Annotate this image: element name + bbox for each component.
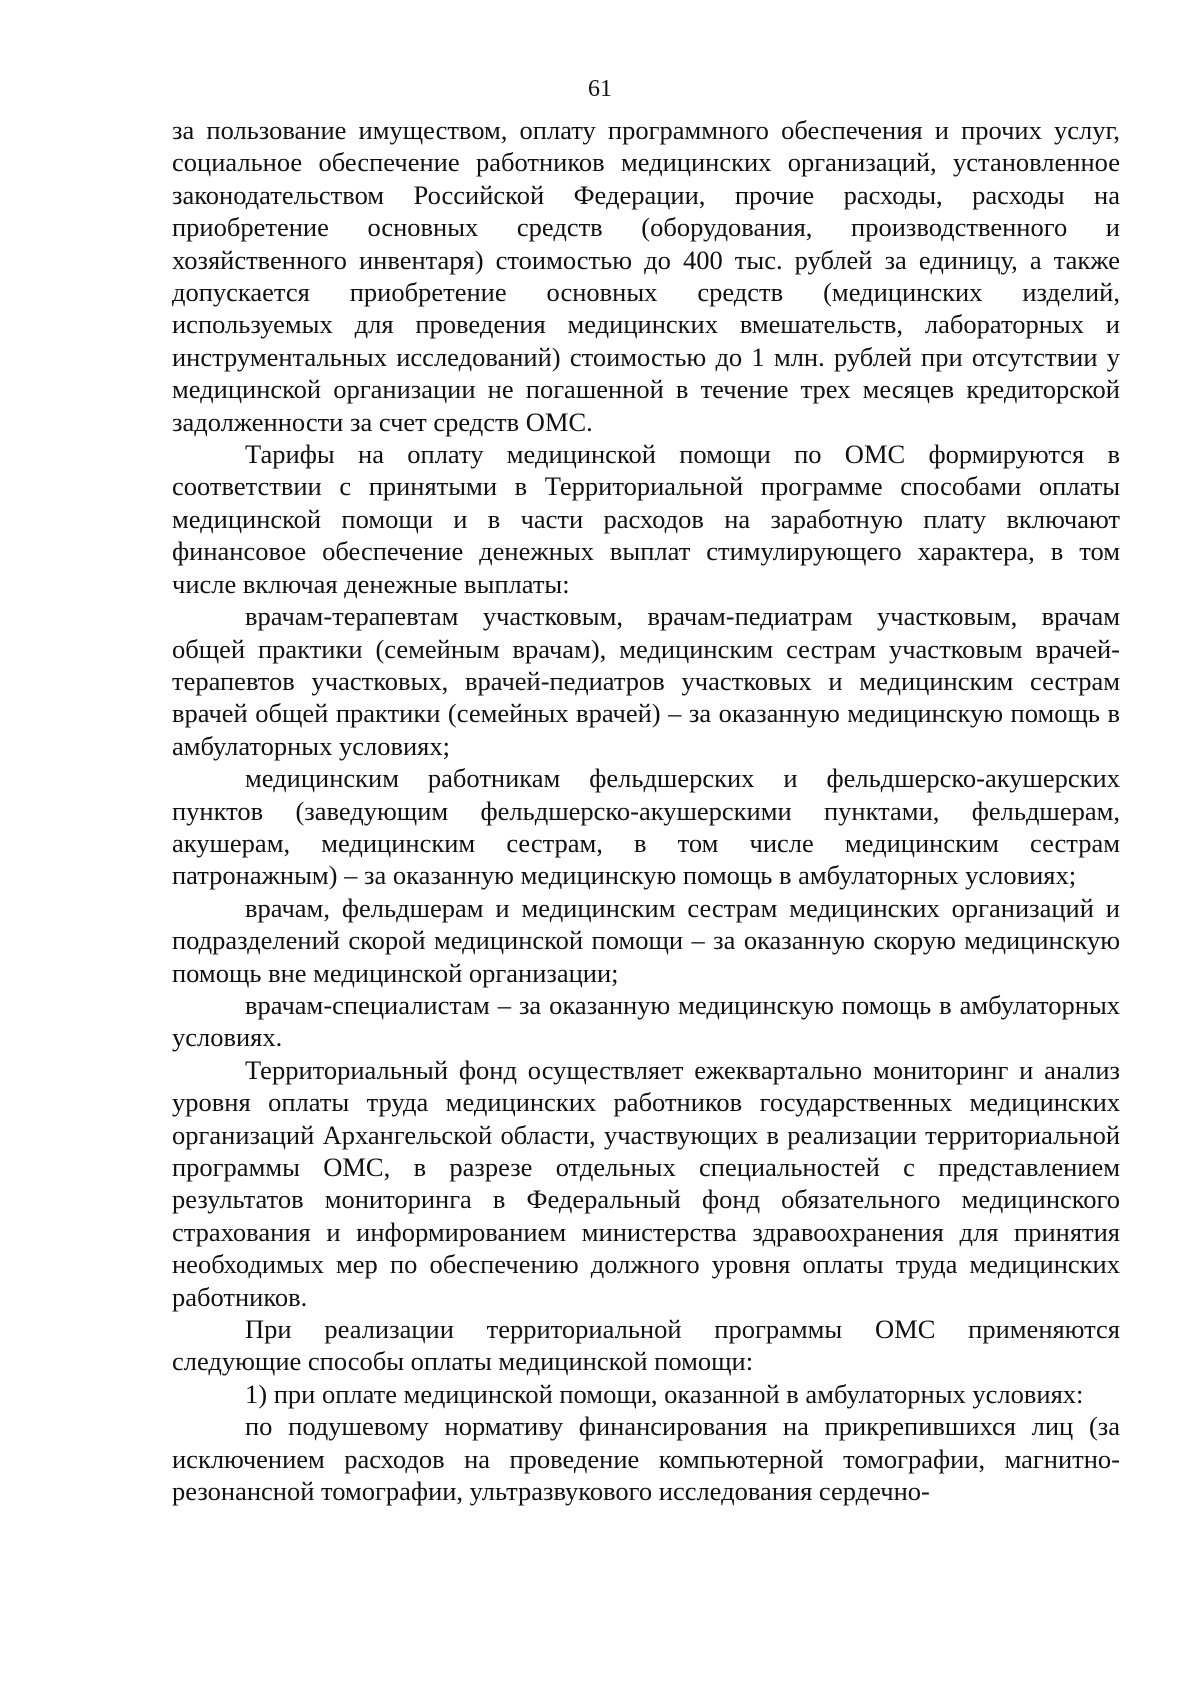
paragraph-per-capita-financing: по подушевому нормативу финансирования на прикрепившихся лиц (за исключением расходов на проведение компьютерной томографии, магнитно-резонансной томографии, ультразвукового исследования сердечно- xyxy=(172,1411,1120,1507)
paragraph-outpatient-payment: 1) при оплате медицинской помощи, оказанной в амбулаторных условиях: xyxy=(245,1378,1084,1409)
paragraph-payment-methods: При реализации территориальной программы ОМС применяются следующие способы оплаты медицинской помощи: xyxy=(172,1314,1120,1377)
paragraph-payments-feldsher-stations: медицинским работникам фельдшерских и фельдшерско-акушерских пунктов (заведующим фельдшерско-акушерскими пунктами, фельдшерам, акушерам, медицинским сестрам, в том числе медицинским сестрам патронажным) – за оказанную медицинскую помощь в амбулаторных условиях; xyxy=(172,763,1120,891)
paragraph-payments-emergency: врачам, фельдшерам и медицинским сестрам медицинских организаций и подразделений скорой медицинской помощи – за оказанную скорую медицинскую помощь вне медицинской организации; xyxy=(172,892,1120,988)
document-body xyxy=(172,114,1120,1507)
page-number: 61 xyxy=(588,76,612,102)
paragraph-payments-district-doctors: врачам-терапевтам участковым, врачам-педиатрам участковым, врачам общей практики (семейным врачам), медицинским сестрам участковым врачей-терапевтов участковых, врачей-педиатров участковых и медицинским сестрам врачей общей практики (семейных врачей) – за оказанную медицинскую помощь в амбулаторных условиях; xyxy=(172,601,1120,761)
paragraph-tariffs: Тарифы на оплату медицинской помощи по ОМС формируются в соответствии с принятыми в Территориальной программе способами оплаты медицинской помощи и в части расходов на заработную плату включают финансовое обеспечение денежных выплат стимулирующего характера, в том числе включая денежные выплаты: xyxy=(172,439,1120,599)
paragraph-monitoring: Территориальный фонд осуществляет ежеквартально мониторинг и анализ уровня оплаты труда медицинских работников государственных медицинских организаций Архангельской области, участвующих в реализации территориальной программы ОМС, в разрезе отдельных специальностей с представлением результатов мониторинга в Федеральный фонд обязательного медицинского страхования и информированием министерства здравоохранения для принятия необходимых мер по обеспечению должного уровня оплаты труда медицинских работников. xyxy=(172,1054,1120,1312)
paragraph-continuation: за пользование имуществом, оплату программного обеспечения и прочих услуг, социальное обеспечение работников медицинских организаций, установленное законодательством Российской Федерации, прочие расходы, расходы на приобретение основных средств (оборудования, производственного и хозяйственного инвентаря) стоимостью до 400 тыс. рублей за единицу, а также допускается приобретение основных средств (медицинских изделий, используемых для проведения медицинских вмешательств, лабораторных и инструментальных исследований) стоимостью до 1 млн. рублей при отсутствии у медицинской организации не погашенной в течение трех месяцев кредиторской задолженности за счет средств ОМС. xyxy=(172,115,1120,437)
paragraph-payments-specialists: врачам-специалистам – за оказанную медицинскую помощь в амбулаторных условиях. xyxy=(172,989,1120,1053)
